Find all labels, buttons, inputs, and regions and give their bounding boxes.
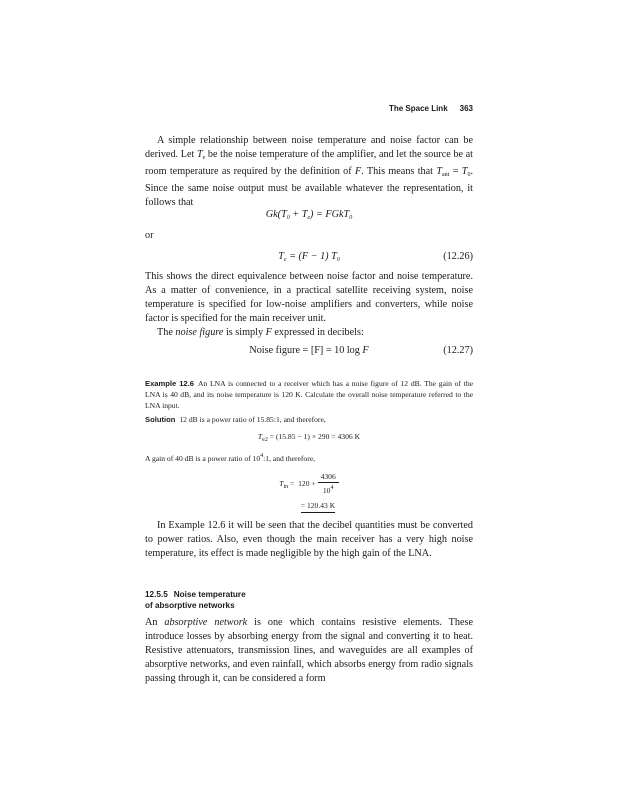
- fraction: $\frac{4306}{10^4}$: [318, 472, 339, 496]
- subscript: 0: [349, 215, 353, 221]
- text: expressed in decibels:: [271, 327, 364, 338]
- running-title: The Space Link: [388, 104, 448, 113]
- example-label: Example 12.6: [145, 379, 194, 388]
- eq-part: T: [278, 251, 284, 262]
- text: . This means that: [361, 166, 437, 177]
- connector-or: or: [145, 230, 154, 241]
- symbol-t0: T: [461, 166, 468, 177]
- term-noise-figure: noise figure: [175, 327, 224, 338]
- subscript: e: [307, 215, 311, 221]
- equation-1: [145, 208, 473, 222]
- symbol-tant: T: [436, 166, 443, 177]
- solution-label: Solution: [145, 415, 176, 424]
- paragraph-equivalence: This shows the direct equivalence between noise factor and noise temperature. As a matter of convenience, in a practical satellite receiving system, noise temperature is specified for low-noise amplifiers and converters, while noise factor is specified for the main receiver unit.: [145, 271, 473, 324]
- page-number: 363: [459, 104, 473, 113]
- text: . Since the same noise output must be available whatever the representation, it follows that: [145, 166, 473, 208]
- section-title-line1: Noise temperature: [173, 590, 246, 599]
- equation-number: (12.27): [443, 345, 473, 356]
- section-title-line2: of absorptive networks: [145, 601, 235, 610]
- section-number: 12.5.5: [145, 590, 168, 599]
- equation-12-27: [145, 344, 473, 358]
- paragraph-intro: [145, 134, 473, 210]
- paragraph-absorptive: [145, 616, 473, 686]
- text: The: [157, 327, 176, 338]
- solution-equation-tin: $T_{in} = 120$ + $\frac{4306}{10^4}$: [145, 472, 473, 496]
- symbol-f: F: [354, 166, 362, 177]
- section-heading: [145, 589, 473, 611]
- subscript: 0: [467, 172, 471, 178]
- example-text: An LNA is connected to a receiver which has a noise figure of 12 dB. The gain of the LNA is 40 dB, and its noise temperature is 120 K. Calculate the overall noise temperature referred to the LNA input.: [145, 379, 474, 410]
- paragraph-conclusion: In Example 12.6 it will be seen that the decibel quantities must be converted to power ratios. Also, even though the main receiver has a very high noise temperature, its effect is made negligible by the high gain of the LNA.: [145, 520, 473, 559]
- text: is simply: [223, 327, 266, 338]
- eq-part: ) = FGkT: [310, 209, 350, 220]
- gain-line: A gain of 40 dB is a power ratio of $10^4:1$, and therefore,: [145, 453, 316, 463]
- text: is one which contains resistive elements. These introduce losses by absorbing energy from the signal and converting it to heat. Resistive attenuators, transmission lines, and waveguides are all examples of absorptive networks, and even rainfall, which absorbs energy from radio signals passing through it, can be considered a form: [145, 617, 473, 684]
- subscript: e: [283, 257, 287, 263]
- paragraph-noise-figure: [145, 326, 473, 340]
- text: be the noise temperature of the amplifier, and let the source be at room temperature as required by the definition of: [145, 149, 473, 177]
- text: =: [449, 166, 462, 177]
- example-12-6: [145, 378, 473, 411]
- subscript: 0: [286, 215, 290, 221]
- solution-equation-te2: $T_{e2} = (15.85 - 1) \times 290 = 4306$ K: [257, 432, 361, 443]
- symbol-f: F: [362, 345, 369, 356]
- term-absorptive-network: absorptive network: [164, 617, 248, 628]
- eq-part: = (F − 1) T: [286, 251, 337, 262]
- subscript: 0: [336, 257, 340, 263]
- text: An: [145, 617, 165, 628]
- solution-block: [145, 414, 473, 513]
- symbol-f: F: [265, 327, 272, 338]
- solution-text: 12 dB is a power ratio of 15.85:1, and therefore,: [179, 415, 326, 424]
- text: A simple relationship between noise temperature and noise factor can be derived. Let: [145, 135, 473, 160]
- eq-part: Gk(T: [265, 209, 287, 220]
- symbol-te: T: [196, 149, 203, 160]
- equation-12-26: [145, 250, 473, 264]
- equation-number: (12.26): [443, 251, 473, 262]
- subscript: ant: [442, 172, 450, 178]
- subscript: e: [202, 155, 206, 161]
- running-header: [145, 104, 473, 113]
- eq-part: Noise figure = [F] = 10 log: [249, 345, 363, 356]
- eq-part: + T: [289, 209, 308, 220]
- solution-result: = 120.43 K: [145, 500, 473, 513]
